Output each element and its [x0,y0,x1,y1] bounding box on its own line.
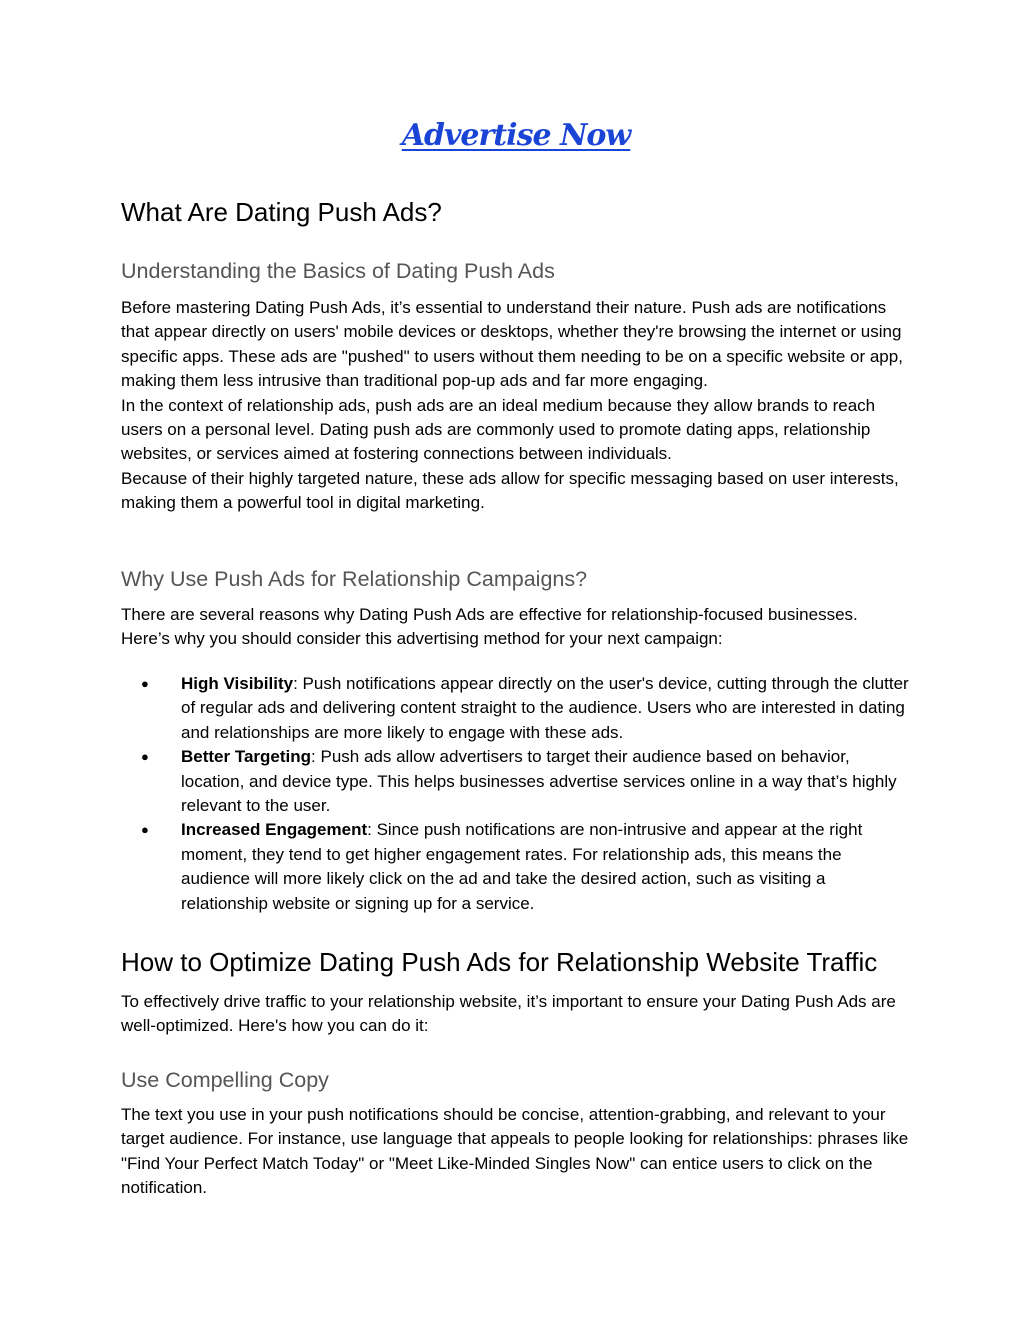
section-heading-how-to-optimize: How to Optimize Dating Push Ads for Relationship Website Traffic [121,947,878,977]
list-item-text: : Since push notifications are non-intrusive and appear at the right moment, they tend to get higher engagement rates. For relationship ads, this means the audience will more likely click on the ad and take the desired action, such as visiting a relationship website or signing up for a service. [181,820,863,913]
optimize-intro [121,990,911,1039]
benefits-list [121,672,911,916]
list-item-term: Increased Engagement [181,820,368,840]
bullet-icon: ● [141,822,149,838]
list-item [121,745,911,818]
advertise-now-link[interactable]: Advertise Now [401,118,631,153]
paragraph: Because of their highly targeted nature, these ads allow for specific messaging based on user interests, making them a powerful tool in digital marketing. [121,468,899,513]
list-item [121,672,911,745]
compelling-copy-body [121,1103,911,1201]
paragraph: In the context of relationship ads, push ads are an ideal medium because they allow brands to reach users on a personal level. Dating push ads are commonly used to promote dating apps, relationship websites, or services aimed at fostering connections between individuals. [121,395,876,464]
paragraph: There are several reasons why Dating Push Ads are effective for relationship-focused businesses. Here’s why you should consider this advertising method for your next campaign: [121,605,858,649]
list-item-term: Better Targeting [181,747,312,767]
paragraph: To effectively drive traffic to your relationship website, it’s important to ensure your Dating Push Ads are well-optimized. Here's how you can do it: [121,992,896,1036]
understanding-basics-body [121,296,911,516]
list-item-text: : Push notifications appear directly on the user's device, cutting through the clutter of regular ads and delivering content straight to the audience. Users who are interested in dating and relationships are more likely to engage with these ads. [181,674,909,742]
paragraph: Before mastering Dating Push Ads, it’s essential to understand their nature. Push ads are notifications that appear directly on users' mobile devices or desktops, whether they're browsing the internet or using specific apps. These ads are "pushed" to users without them needing to be on a specific website or app, making them less intrusive than traditional pop-up ads and far more engaging. [121,298,903,391]
bullet-icon: ● [141,676,149,691]
bullet-icon: ● [141,749,149,765]
list-item-term: High Visibility [181,674,294,693]
section-heading-what-are-dating-push-ads: What Are Dating Push Ads? [121,197,442,227]
list-item-text: : Push ads allow advertisers to target their audience based on behavior, location, and device type. This helps businesses advertise services online in a way that’s highly relevant to the user. [181,747,897,816]
subheading-why-use-push-ads: Why Use Push Ads for Relationship Campaigns? [121,567,588,591]
subheading-use-compelling-copy: Use Compelling Copy [121,1068,329,1092]
paragraph: The text you use in your push notifications should be concise, attention-grabbing, and relevant to your target audience. For instance, use language that appeals to people looking for relationships: phrases like "Find Your Perfect Match Today" or "Meet Like-Minded Singles Now" can entice users to click on the notification. [121,1105,909,1198]
list-item [121,818,911,916]
why-use-intro [121,603,911,652]
subheading-understanding-basics: Understanding the Basics of Dating Push Ads [121,259,555,283]
advertise-cta [121,118,911,153]
